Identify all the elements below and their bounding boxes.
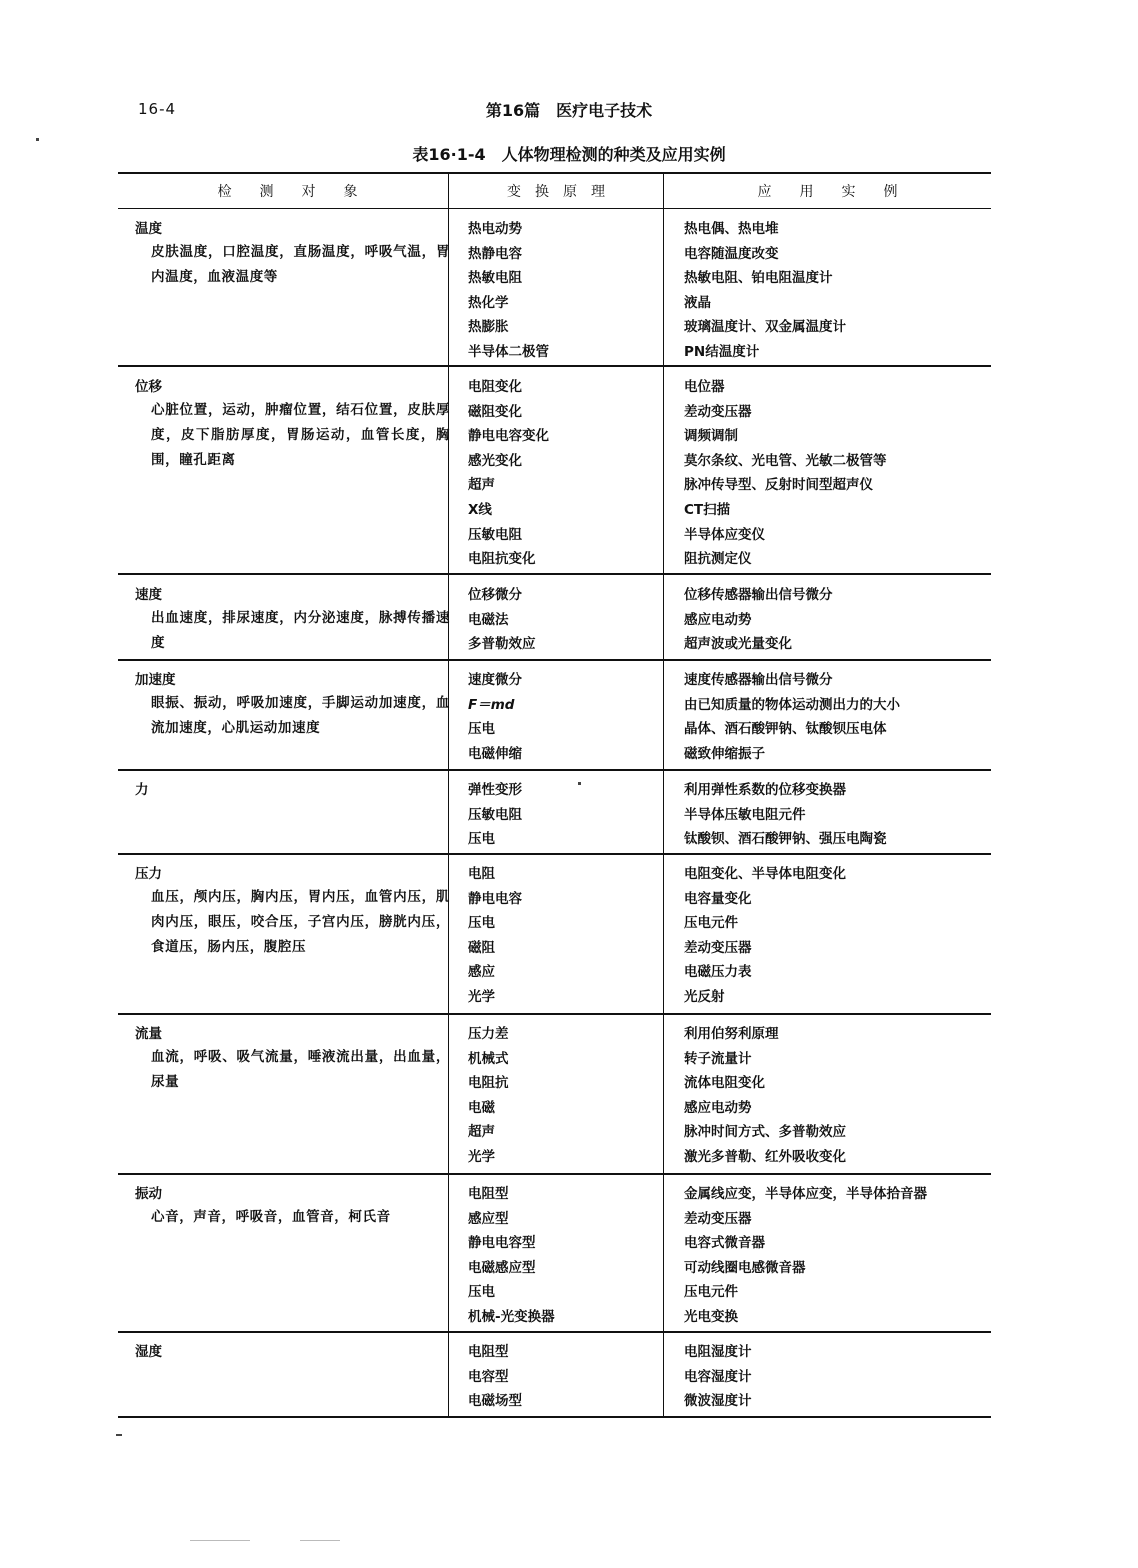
example-item: 电阻变化、半导体电阻变化	[684, 866, 846, 882]
object-description: 心脏位置，运动，肿瘤位置，结石位置，皮肤厚度，皮下脂肪厚度，胃肠运动，血管长度，胸围，瞳孔距离	[151, 402, 450, 468]
principle-item: 感应型	[468, 1210, 509, 1227]
example-list	[684, 863, 989, 1011]
principle-item: 压力差	[468, 1026, 509, 1042]
principle-item: 电磁感应型	[468, 1259, 536, 1276]
row-divider	[118, 1331, 991, 1333]
principle-item: 电阻抗	[468, 1075, 509, 1092]
object-name: 振动	[135, 1186, 162, 1202]
principle-item: 机械式	[468, 1050, 509, 1067]
principle-item: 热静电容	[468, 245, 522, 262]
principle-item: 弹性变形	[468, 782, 522, 798]
principle-item: 半导体二极管	[468, 343, 549, 360]
example-item: 感应电动势	[684, 611, 752, 628]
principle-item: F＝md	[468, 696, 515, 713]
example-item: 玻璃温度计、双金属温度计	[684, 319, 846, 336]
principle-item: 静电电容变化	[468, 428, 549, 445]
example-item: 电容湿度计	[684, 1368, 752, 1385]
object-name: 速度	[135, 587, 162, 603]
principle-item: 电阻型	[468, 1186, 509, 1202]
principle-item: 压电	[468, 831, 495, 848]
table-top-rule	[118, 172, 991, 174]
object-cell	[135, 779, 450, 801]
object-name: 流量	[135, 1026, 162, 1042]
example-item: 脉冲传导型、反射时间型超声仪	[684, 477, 873, 494]
principle-item: 电阻	[468, 866, 495, 882]
principle-item: 电磁伸缩	[468, 745, 522, 762]
row-divider	[118, 1173, 991, 1175]
object-cell	[135, 669, 450, 741]
object-name: 湿度	[135, 1344, 162, 1360]
object-description: 皮肤温度，口腔温度，直肠温度，呼吸气温，胃内温度，血液温度等	[151, 244, 450, 285]
example-item: 电容随温度改变	[684, 245, 779, 262]
object-name: 温度	[135, 221, 162, 237]
example-list	[684, 1023, 989, 1171]
principle-list	[468, 669, 658, 767]
example-item: 电磁压力表	[684, 964, 752, 981]
object-cell	[135, 584, 450, 656]
example-item: CT扫描	[684, 501, 731, 518]
object-name: 加速度	[135, 672, 176, 688]
example-item: 液晶	[684, 294, 711, 311]
row-divider	[118, 573, 991, 575]
principle-item: 电磁法	[468, 611, 509, 628]
row-divider	[118, 853, 991, 855]
principle-item: 电阻变化	[468, 379, 522, 395]
principle-item: 磁阻	[468, 939, 495, 956]
principle-item: 感光变化	[468, 452, 522, 469]
principle-item: 速度微分	[468, 672, 522, 688]
example-item: PN结温度计	[684, 343, 760, 360]
example-item: 热电偶、热电堆	[684, 221, 779, 237]
example-list	[684, 218, 989, 366]
principle-list	[468, 218, 658, 366]
column-header-principle: 变 换 原 理	[507, 184, 605, 200]
example-item: 电容式微音器	[684, 1235, 765, 1252]
object-name: 力	[135, 782, 149, 798]
principle-item: 压电	[468, 1284, 495, 1301]
example-item: 电阻湿度计	[684, 1344, 752, 1360]
example-item: 热敏电阻、铂电阻温度计	[684, 270, 833, 287]
scan-speck	[190, 1540, 250, 1541]
principle-list	[468, 584, 658, 658]
principle-item: 热敏电阻	[468, 270, 522, 287]
object-cell	[135, 1341, 450, 1363]
principle-list	[468, 1183, 658, 1331]
example-item: 光电变换	[684, 1308, 738, 1325]
example-item: 流体电阻变化	[684, 1075, 765, 1092]
example-item: 调频调制	[684, 428, 738, 445]
page-number: 16-4	[138, 100, 177, 118]
row-divider	[118, 659, 991, 661]
example-item: 半导体压敏电阻元件	[684, 806, 806, 823]
principle-item: 超声	[468, 477, 495, 494]
column-header-example: 应 用 实 例	[757, 184, 898, 200]
principle-item: 电容型	[468, 1368, 509, 1385]
object-description: 眼振、振动，呼吸加速度，手脚运动加速度，血流加速度，心肌运动加速度	[151, 695, 450, 736]
example-item: 晶体、酒石酸钾钠、钛酸钡压电体	[684, 721, 887, 738]
principle-item: 热化学	[468, 294, 509, 311]
example-item: 光反射	[684, 988, 725, 1005]
example-item: 电容量变化	[684, 890, 752, 907]
principle-list	[468, 863, 658, 1011]
example-item: 激光多普勒、红外吸收变化	[684, 1148, 846, 1165]
object-description: 血压，颅内压，胸内压，胃内压，血管内压，肌肉内压，眼压，咬合压，子宫内压，膀胱内压，食道压，肠内压，腹腔压	[151, 889, 450, 955]
example-list	[684, 376, 989, 573]
object-cell	[135, 376, 450, 473]
table-bottom-rule	[118, 1416, 991, 1418]
example-item: 莫尔条纹、光电管、光敏二极管等	[684, 452, 887, 469]
object-description: 血流，呼吸、吸气流量，唾液流出量，出血量，尿量	[151, 1049, 450, 1090]
scan-speck	[116, 1434, 122, 1436]
scan-speck	[578, 782, 581, 785]
column-divider	[663, 173, 664, 1418]
principle-item: 热膨胀	[468, 319, 509, 336]
object-cell	[135, 1023, 450, 1095]
principle-item: 压电	[468, 721, 495, 738]
row-divider	[118, 1013, 991, 1015]
principle-item: 感应	[468, 964, 495, 981]
object-name: 压力	[135, 866, 162, 882]
object-name: 位移	[135, 379, 162, 395]
example-item: 半导体应变仪	[684, 526, 765, 543]
principle-item: 电阻型	[468, 1344, 509, 1360]
example-item: 压电元件	[684, 1284, 738, 1301]
scan-speck	[300, 1540, 340, 1541]
object-cell	[135, 218, 450, 290]
principle-item: 机械-光变换器	[468, 1308, 555, 1325]
example-list	[684, 584, 989, 658]
header-bottom-rule	[118, 208, 991, 209]
example-item: 微波湿度计	[684, 1393, 752, 1410]
scan-speck	[36, 138, 39, 141]
example-item: 压电元件	[684, 915, 738, 932]
principle-item: 光学	[468, 988, 495, 1005]
principle-item: X线	[468, 501, 492, 518]
column-header-object: 检 测 对 象	[217, 184, 358, 200]
principle-item: 压敏电阻	[468, 806, 522, 823]
principle-item: 电阻抗变化	[468, 551, 536, 568]
principle-item: 压敏电阻	[468, 526, 522, 543]
principle-item: 超声	[468, 1124, 495, 1141]
example-item: 差动变压器	[684, 1210, 752, 1227]
example-list	[684, 1183, 989, 1331]
object-cell	[135, 863, 450, 960]
example-item: 脉冲时间方式、多普勒效应	[684, 1124, 846, 1141]
example-item: 超声波或光量变化	[684, 636, 792, 653]
principle-item: 位移微分	[468, 587, 522, 603]
example-item: 位移传感器输出信号微分	[684, 587, 833, 603]
object-description: 心音，声音，呼吸音，血管音，柯氏音	[151, 1209, 391, 1225]
principle-list	[468, 1341, 658, 1415]
principle-list	[468, 1023, 658, 1171]
principle-item: 电磁	[468, 1099, 495, 1116]
example-item: 电位器	[684, 379, 725, 395]
example-item: 磁致伸缩振子	[684, 745, 765, 762]
example-list	[684, 1341, 989, 1415]
principle-item: 静电电容型	[468, 1235, 536, 1252]
example-item: 金属线应变，半导体应变，半导体拾音器	[684, 1186, 927, 1202]
example-list	[684, 779, 989, 853]
example-item: 差动变压器	[684, 403, 752, 420]
example-item: 转子流量计	[684, 1050, 752, 1067]
principle-list	[468, 376, 658, 573]
running-head: 第16篇 医疗电子技术	[485, 101, 653, 120]
example-item: 利用伯努利原理	[684, 1026, 779, 1042]
example-item: 差动变压器	[684, 939, 752, 956]
principle-list	[468, 779, 658, 853]
principle-item: 多普勒效应	[468, 636, 536, 653]
example-item: 利用弹性系数的位移变换器	[684, 782, 846, 798]
example-item: 速度传感器输出信号微分	[684, 672, 833, 688]
example-item: 由已知质量的物体运动测出力的大小	[684, 696, 900, 713]
example-item: 感应电动势	[684, 1099, 752, 1116]
principle-item: 热电动势	[468, 221, 522, 237]
row-divider	[118, 769, 991, 771]
example-item: 可动线圈电感微音器	[684, 1259, 806, 1276]
principle-item: 光学	[468, 1148, 495, 1165]
object-description: 出血速度，排尿速度，内分泌速度，脉搏传播速度	[151, 610, 450, 651]
principle-item: 静电电容	[468, 890, 522, 907]
principle-item: 电磁场型	[468, 1393, 522, 1410]
example-item: 阻抗测定仪	[684, 551, 752, 568]
principle-item: 压电	[468, 915, 495, 932]
table-title: 表16·1-4 人体物理检测的种类及应用实例	[412, 145, 726, 164]
object-cell	[135, 1183, 450, 1230]
example-item: 钛酸钡、酒石酸钾钠、强压电陶瓷	[684, 831, 887, 848]
example-list	[684, 669, 989, 767]
principle-item: 磁阻变化	[468, 403, 522, 420]
